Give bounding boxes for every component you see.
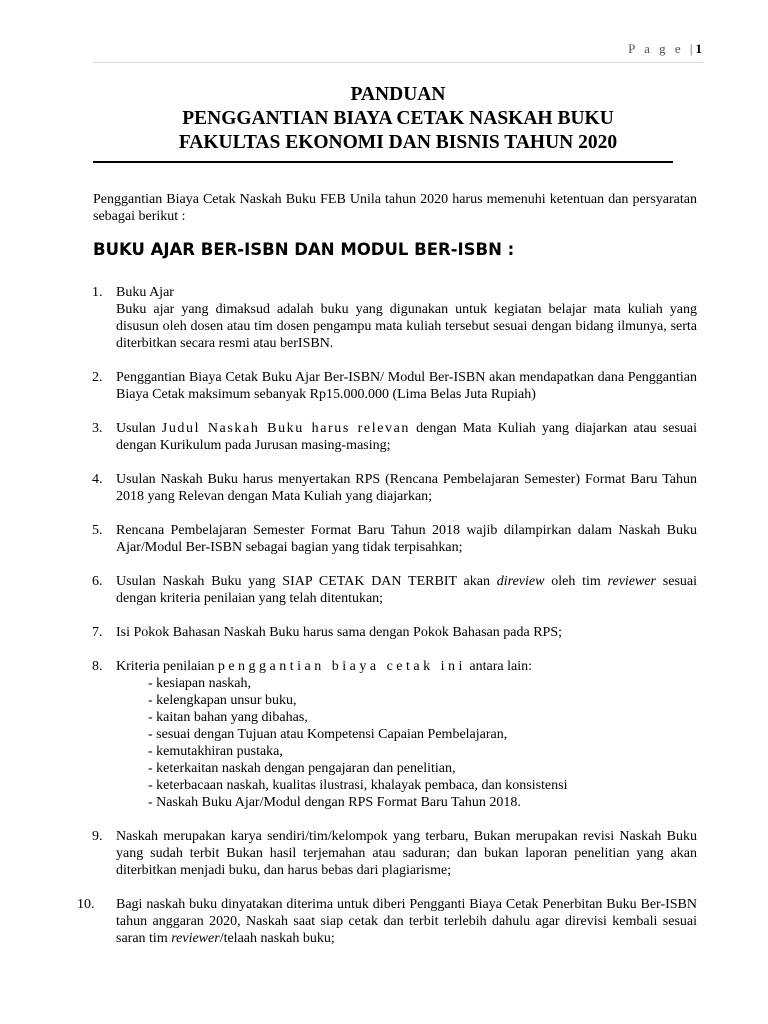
list-item — [93, 420, 697, 454]
sub-item: - kemutakhiran pustaka, — [148, 744, 283, 759]
item-number: 9. — [92, 829, 103, 844]
title-line-2: PENGGANTIAN BIAYA CETAK NASKAH BUKU — [182, 108, 614, 129]
header-divider — [93, 62, 703, 63]
page-number: 1 — [695, 41, 702, 56]
requirements-list — [77, 284, 698, 964]
item-text: dengan Mata Kuliah yang diajarkan atau sesuai dengan Kurikulum pada Jurusan masing-masing; — [116, 421, 698, 453]
item-text: oleh tim — [544, 574, 608, 589]
item-text: Bagi naskah buku dinyatakan diterima untuk diberi Pengganti Biaya Cetak Penerbitan Buku Ber-ISBN tahun anggaran 2020, Naskah saat siap cetak dan terbit terlebih dahulu agar direvisi kembali sesuai saran tim — [116, 897, 697, 946]
document-title — [93, 83, 703, 155]
section-heading: BUKU AJAR BER-ISBN DAN MODUL BER-ISBN : — [93, 240, 515, 259]
item-number: 8. — [92, 659, 103, 674]
item-text-italic: reviewer — [171, 931, 220, 946]
title-underline — [93, 161, 673, 163]
list-item — [93, 369, 697, 403]
item-text-spaced: Judul Naskah Buku harus relevan — [161, 421, 411, 436]
sub-item: - keterkaitan naskah dengan pengajaran dan penelitian, — [148, 761, 456, 776]
item-number: 1. — [92, 285, 103, 300]
item-text: Rencana Pembelajaran Semester Format Baru Tahun 2018 wajib dilampirkan dalam Naskah Buku Ajar/Modul Ber-ISBN sebagai bagian yang tidak terpisahkan; — [116, 523, 697, 555]
item-text: Usulan Naskah Buku harus menyertakan RPS (Rencana Pembelajaran Semester) Format Baru Tahun 2018 yang Relevan dengan Mata Kuliah yang diajarkan; — [116, 472, 697, 504]
sub-item: - keterbacaan naskah, kualitas ilustrasi, khalayak pembaca, dan konsistensi — [148, 778, 568, 793]
sub-item: - kesiapan naskah, — [148, 676, 252, 691]
title-line-1: PANDUAN — [350, 84, 446, 105]
item-text: Usulan Naskah Buku yang SIAP CETAK DAN TERBIT akan — [116, 574, 497, 589]
list-item — [93, 624, 697, 641]
item-number: 6. — [92, 574, 103, 589]
sub-item: - sesuai dengan Tujuan atau Kompetensi Capaian Pembelajaran, — [148, 727, 508, 742]
intro-paragraph: Penggantian Biaya Cetak Naskah Buku FEB Unila tahun 2020 harus memenuhi ketentuan dan persyaratan sebagai berikut : — [93, 192, 697, 224]
list-item — [93, 471, 697, 505]
item-text: Isi Pokok Bahasan Naskah Buku harus sama dengan Pokok Bahasan pada RPS; — [116, 625, 562, 640]
item-text: Penggantian Biaya Cetak Buku Ajar Ber-ISBN/ Modul Ber-ISBN akan mendapatkan dana Penggantian Biaya Cetak maksimum sebanyak Rp15.000.000 (Lima Belas Juta Rupiah) — [116, 370, 697, 402]
list-item — [93, 658, 697, 811]
sub-item: - kelengkapan unsur buku, — [148, 693, 297, 708]
item-text: sesuai dengan kriteria penilaian yang telah ditentukan; — [116, 574, 698, 606]
sub-item: - Naskah Buku Ajar/Modul dengan RPS Format Baru Tahun 2018. — [148, 795, 521, 810]
page-label: P a g e | — [628, 41, 696, 56]
item-number: 7. — [92, 625, 103, 640]
list-item — [93, 522, 697, 556]
criteria-sublist — [116, 675, 697, 811]
item-title: Buku Ajar — [116, 285, 174, 300]
item-text: antara lain: — [465, 659, 532, 674]
item-text: Usulan — [116, 421, 162, 436]
sub-item: - kaitan bahan yang dibahas, — [148, 710, 308, 725]
list-item — [93, 284, 697, 352]
item-text: Buku ajar yang dimaksud adalah buku yang digunakan untuk kegiatan belajar mata kuliah yang disusun oleh dosen atau tim dosen pengampu mata kuliah tersebut sesuai dengan bidang ilmunya, serta diterbitkan secara resmi atau berISBN. — [116, 302, 697, 351]
item-number: 10. — [77, 897, 95, 912]
item-text: Kriteria penilaian — [116, 659, 218, 674]
list-item — [77, 896, 697, 947]
list-item — [93, 828, 697, 879]
list-item — [93, 573, 697, 607]
item-text-spaced: penggantian biaya cetak ini — [217, 659, 466, 674]
title-line-3: FAKULTAS EKONOMI DAN BISNIS TAHUN 2020 — [178, 132, 618, 153]
page-header — [628, 41, 702, 57]
item-number: 3. — [92, 421, 103, 436]
item-text-italic: direview — [496, 574, 545, 589]
item-number: 2. — [92, 370, 103, 385]
item-text: /telaah naskah buku; — [219, 931, 335, 946]
item-number: 5. — [92, 523, 103, 538]
item-number: 4. — [92, 472, 103, 487]
item-text: Naskah merupakan karya sendiri/tim/kelompok yang terbaru, Bukan merupakan revisi Naskah Buku yang sudah terbit Bukan hasil terjemahan atau saduran; dan bukan laporan penelitian yang akan diterbitkan menjadi buku, dan harus bebas dari plagiarisme; — [116, 829, 697, 878]
item-text-italic: reviewer — [607, 574, 657, 589]
